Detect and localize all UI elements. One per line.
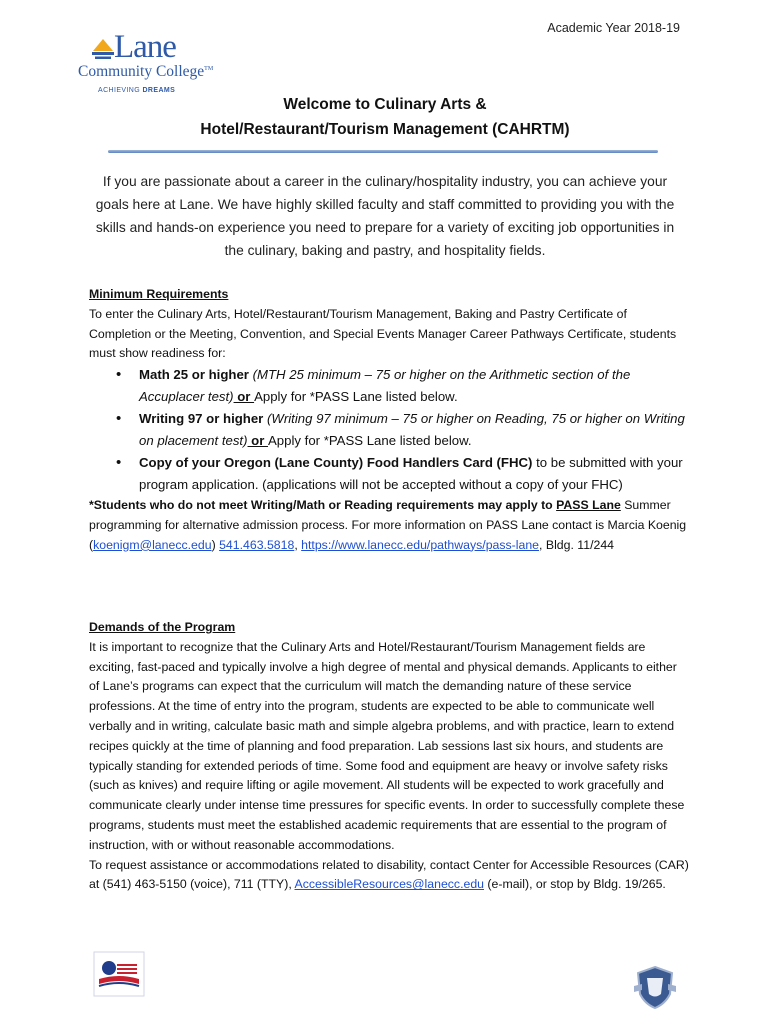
logo-sub: Community College™ (78, 63, 214, 80)
page-title-line2: Hotel/Restaurant/Tourism Management (CAHRTM) (200, 121, 570, 138)
list-item: • Math 25 or higher (MTH 25 minimum – 75 or higher on the Arithmetic section of the Accuplacer test) or Apply for *PASS Lane listed below. (89, 364, 689, 408)
lane-logo-mark-icon (92, 37, 114, 61)
lane-logo (78, 29, 218, 103)
patriotic-seal-icon (93, 951, 145, 997)
shield-badge-icon (632, 964, 678, 1010)
list-item: • Writing 97 or higher (Writing 97 minimum – 75 or higher on Reading, 75 or higher on Writing on placement test) or Apply for *PASS Lane listed below. (89, 408, 689, 452)
title-divider (108, 150, 658, 153)
logo-name: Lane (114, 29, 176, 65)
minimum-requirements-text: To enter the Culinary Arts, Hotel/Restaurant/Tourism Management, Baking and Pastry Certificate of Completion or the Meeting, Convention, and Special Events Manager Career Pathways Certificate, students must show readiness for: (89, 306, 677, 361)
minimum-requirements-heading: Minimum Requirements (89, 287, 229, 301)
pass-lane-link[interactable]: PASS Lane (556, 498, 621, 513)
koenig-email-link[interactable]: koenigm@lanecc.edu (93, 537, 212, 552)
koenig-phone-link[interactable]: 541.463.5818 (219, 537, 295, 552)
minimum-requirements-section (89, 285, 689, 556)
demands-heading: Demands of the Program (89, 620, 236, 634)
list-item: • Copy of your Oregon (Lane County) Food Handlers Card (FHC) to be submitted with your program application. (applications will not be accepted without a copy of your FHC) (89, 452, 689, 496)
page-title-line1: Welcome to Culinary Arts & (283, 96, 487, 113)
logo-tagline: ACHIEVING DREAMS (98, 87, 176, 94)
car-paragraph: To request assistance or accommodations related to disability, contact Center for Accessible Resources (CAR) at (541) 463-5150 (voice), 711 (TTY), AccessibleResources@lanecc.edu (e-mail), or stop by Bldg. 19/265. (89, 857, 689, 892)
intro-paragraph: If you are passionate about a career in the culinary/hospitality industry, you can achieve your goals here at Lane. We have highly skilled faculty and staff committed to providing you with the skills and hands-on experience you need to prepare for a variety of exciting job opportunities in the culinary, baking and pastry, and hospitality fields. (95, 174, 675, 258)
car-email-link[interactable]: AccessibleResources@lanecc.edu (294, 877, 485, 892)
academic-year: Academic Year 2018-19 (547, 21, 680, 35)
pass-lane-note: *Students who do not meet Writing/Math or Reading requirements may apply to PASS Lane Summer programming for alternative admission process. For more information on PASS Lane contact is Marcia Koenig (koenigm@lanecc.edu) 541.463.5818, https://www.lanecc.edu/pathways/pass-lane, Bldg. 11/244 (89, 498, 687, 552)
pass-lane-url-link[interactable]: https://www.lanecc.edu/pathways/pass-lane (301, 537, 540, 552)
demands-text: It is important to recognize that the Culinary Arts and Hotel/Restaurant/Tourism Management fields are exciting, fast-paced and typically involve a high degree of mental and physical demands. Applicants to either of Lane’s programs can expect that the curriculum will match the demanding nature of these service professions. At the time of entry into the program, students are expected to be able to communicate well verbally and in writing, calculate basic math and simple algebra problems, and with practice, learn to extend recipes quickly at the time of planning and food preparation. Lab sessions last six hours, and students are typically standing for extended periods of time. Some food and equipment are heavy or involve safety risks (such as knives) and require lifting or agile movement. All students will be expected to work gracefully and communicate clearly under intense time pressures for specific events. In order to successfully complete these programs, students must meet the established academic requirements that are essential to the program of instruction, with or without reasonable accommodations. (89, 639, 685, 852)
demands-section (89, 618, 689, 895)
requirements-list (89, 364, 689, 496)
